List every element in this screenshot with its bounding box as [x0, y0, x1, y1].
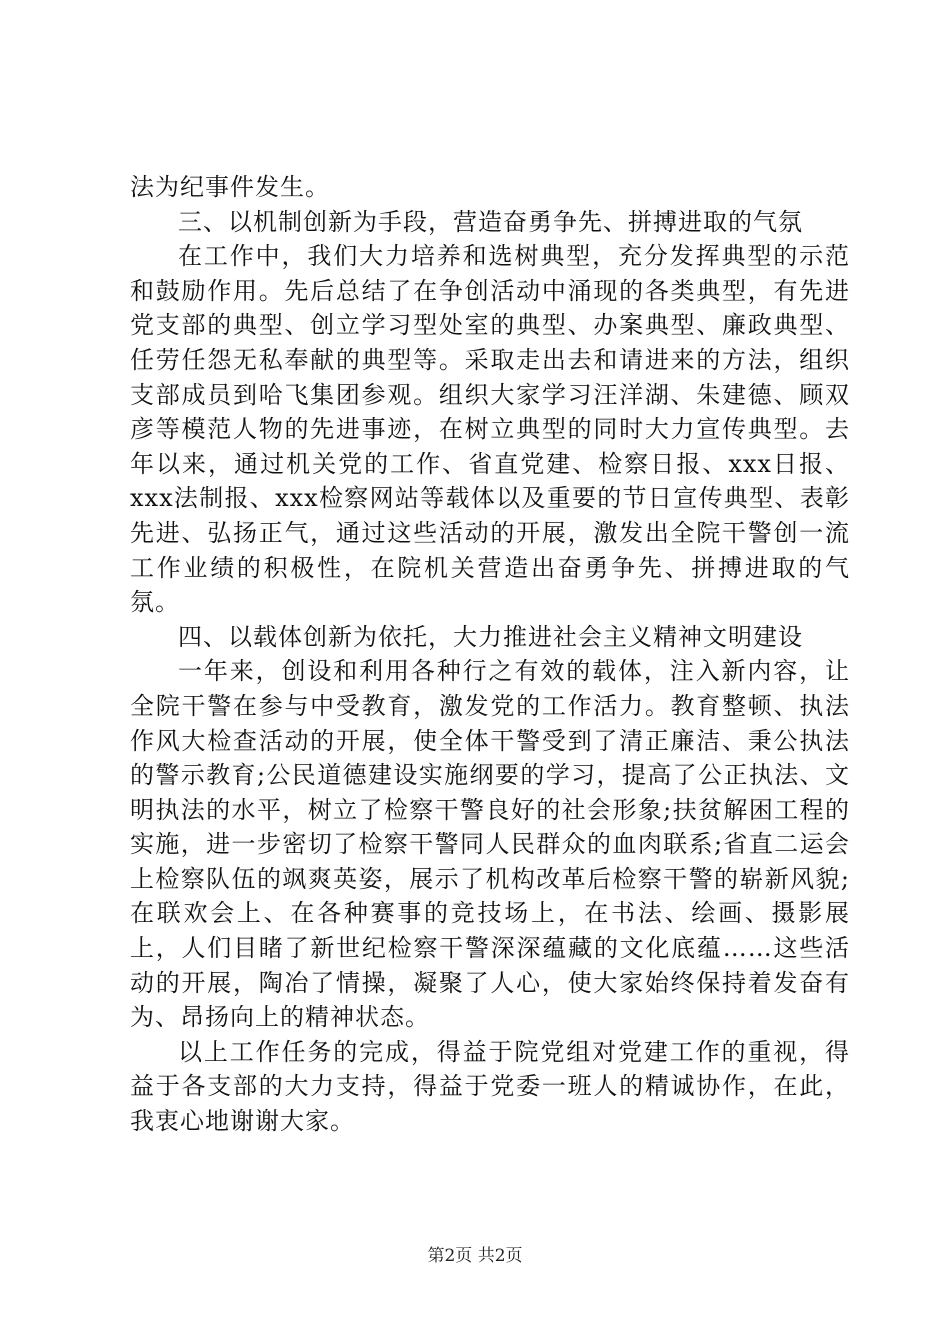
paragraph-closing-thanks: 以上工作任务的完成，得益于院党组对党建工作的重视，得益于各支部的大力支持，得益于党委一班人的精诚协作，在此，我衷心地谢谢大家。 [130, 1037, 850, 1136]
section-heading-four: 四、以载体创新为依托，大力推进社会主义精神文明建设 [178, 622, 803, 651]
paragraph-carrier-innovation: 一年来，创设和利用各种行之有效的载体，注入新内容，让全院干警在参与中受教育，激发党的工作活力。教育整顿、执法作风大检查活动的开展，使全体干警受到了清正廉洁、秉公执法的警示教育;公民道德建设实施纲要的学习，提高了公正执法、文明执法的水平，树立了检察干警良好的社会形象;扶贫解困工程的实施，进一步密切了检察干警同人民群众的血肉联系;省直二运会上检察队伍的飒爽英姿，展示了机构改革后检察干警的崭新风貌;在联欢会上、在各种赛事的竞技场上，在书法、绘画、摄影展上，人们目睹了新世纪检察干警深深蕴藏的文化底蕴……这些活动的开展，陶冶了情操，凝聚了人心，使大家始终保持着发奋有为、昂扬向上的精神状态。 [130, 657, 850, 1032]
paragraph-typical-models: 在工作中，我们大力培养和选树典型，充分发挥典型的示范和鼓励作用。先后总结了在争创活动中涌现的各类典型，有先进党支部的典型、创立学习型处室的典型、办案典型、廉政典型、任劳任怨无私奉献的典型等。采取走出去和请进来的方法，组织支部成员到哈飞集团参观。组织大家学习汪洋湖、朱建德、顾双彦等模范人物的先进事迹，在树立典型的同时大力宣传典型。去年以来，通过机关党的工作、省直党建、检察日报、xxx日报、xxx法制报、xxx检察网站等载体以及重要的节日宣传典型、表彰先进、弘扬正气，通过这些活动的开展，激发出全院干警创一流工作业绩的积极性，在院机关营造出奋勇争先、拼搏进取的气氛。 [130, 242, 850, 617]
section-heading-three: 三、以机制创新为手段，营造奋勇争先、拼搏进取的气氛 [178, 207, 803, 236]
document-body [130, 170, 850, 1139]
page-number-footer: 第2页 共2页 [427, 1246, 523, 1266]
paragraph-continuation: 法为纪事件发生。 [130, 173, 330, 201]
